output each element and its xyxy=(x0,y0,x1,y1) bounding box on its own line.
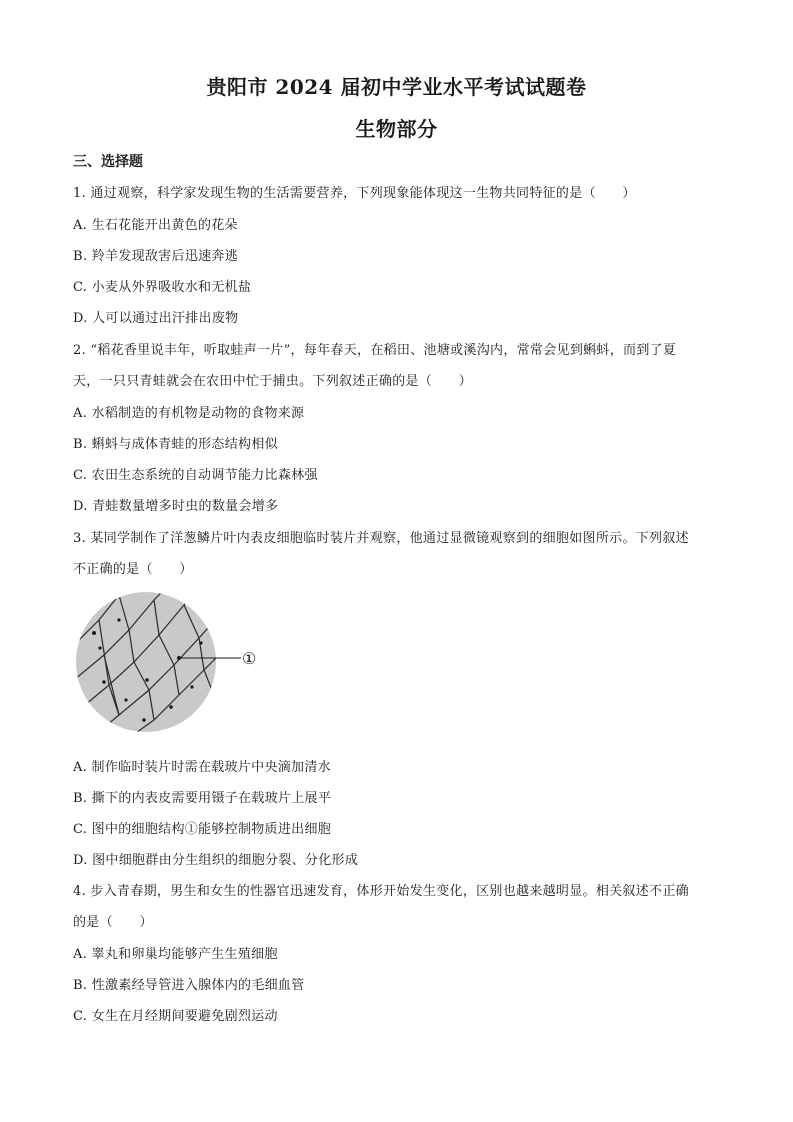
question-1-stem: 1. 通过观察，科学家发现生物的生活需要营养，下列现象能体现这一生物共同特征的是（ ） xyxy=(73,186,636,201)
question-2-option-d: D. 青蛙数量增多时虫的数量会增多 xyxy=(73,499,279,514)
question-4-stem-line-1: 4. 步入青春期，男生和女生的性器官迅速发育，体形开始发生变化，区别也越来越明显。相关叙述不正确 xyxy=(73,884,689,899)
question-3-stem-line-2: 不正确的是（ ） xyxy=(73,562,193,577)
question-2-stem-line-2: 天，一只只青蛙就会在农田中忙于捕虫。下列叙述正确的是（ ） xyxy=(73,374,473,389)
microscope-view-figure xyxy=(74,590,264,738)
question-4-option-a: A. 睾丸和卵巢均能够产生生殖细胞 xyxy=(73,947,278,962)
question-2-option-c: C. 农田生态系统的自动调节能力比森林强 xyxy=(73,468,318,483)
question-3-option-a: A. 制作临时装片时需在载玻片中央滴加清水 xyxy=(73,760,331,775)
question-3-option-d: D. 图中细胞群由分生组织的细胞分裂、分化形成 xyxy=(73,853,359,868)
question-2-option-b: B. 蝌蚪与成体青蛙的形态结构相似 xyxy=(73,437,278,452)
question-4-option-b: B. 性激素经导管进入腺体内的毛细血管 xyxy=(73,978,305,993)
question-2-option-a: A. 水稻制造的有机物是动物的食物来源 xyxy=(73,406,305,421)
question-1-option-c: C. 小麦从外界吸收水和无机盐 xyxy=(73,280,252,295)
document-subtitle: 生物部分 xyxy=(355,117,438,141)
question-1-option-d: D. 人可以通过出汗排出废物 xyxy=(73,311,239,326)
question-3-stem-line-1: 3. 某同学制作了洋葱鳞片叶内表皮细胞临时装片并观察，他通过显微镜观察到的细胞如图所示。下列叙述 xyxy=(73,531,689,546)
onion-cell-micrograph xyxy=(74,590,264,738)
question-4-option-c: C. 女生在月经期间要避免剧烈运动 xyxy=(73,1009,278,1024)
question-1-option-b: B. 羚羊发现敌害后迅速奔逃 xyxy=(73,249,239,264)
question-3-option-b: B. 撕下的内表皮需要用镊子在载玻片上展平 xyxy=(73,791,332,806)
question-1-option-a: A. 生石花能开出黄色的花朵 xyxy=(73,218,238,233)
question-2-stem-line-1: 2. “稻花香里说丰年，听取蛙声一片”，每年春天，在稻田、池塘或溪沟内，常常会见到蝌蚪，而到了夏 xyxy=(73,343,677,358)
document-title: 贵阳市 2024 届初中学业水平考试试题卷 xyxy=(206,75,587,99)
structure-label-1: ① xyxy=(242,649,257,668)
question-4-stem-line-2: 的是（ ） xyxy=(73,915,153,930)
section-heading: 三、选择题 xyxy=(73,154,143,170)
question-3-option-c: C. 图中的细胞结构①能够控制物质进出细胞 xyxy=(73,822,332,837)
